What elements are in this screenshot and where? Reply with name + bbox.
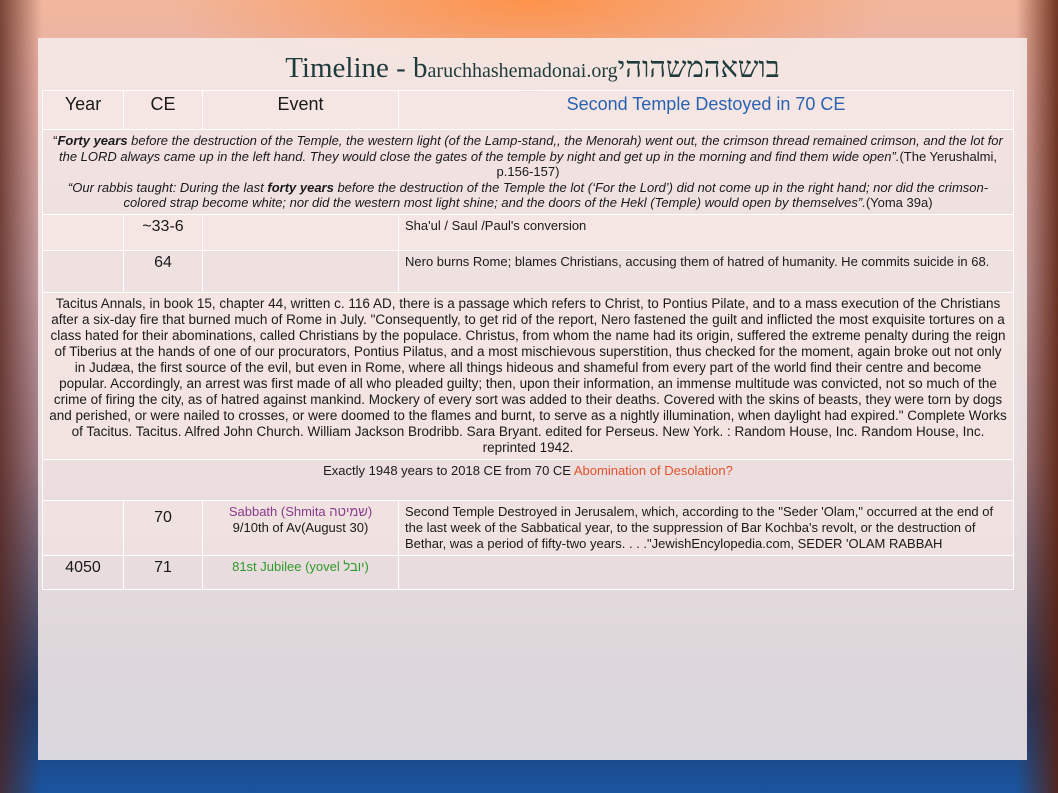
page-title	[38, 52, 1027, 85]
background-left-edge	[0, 0, 42, 793]
header-event: Event	[203, 91, 399, 130]
title-main: Timeline - b	[285, 52, 428, 84]
tacitus-row	[43, 292, 1014, 459]
event-cell: Second Temple Destroyed in Jerusalem, which, according to the "Seder 'Olam," occurred at the end of the last week of the Sabbatical year, to the suppression of Bar Kochba's revolt, or the destruction of Bethar, was a period of fifty-two years. . . ."JewishEncylopedia.com, SEDER 'OLAM RABBAH	[399, 500, 1014, 555]
empty-cell	[203, 214, 399, 250]
header-second-temple: Second Temple Destoyed in 70 CE	[399, 91, 1014, 130]
empty-cell	[399, 555, 1014, 589]
quote-cell	[43, 130, 1014, 215]
title-site: aruchhashemadonai.org	[427, 60, 618, 82]
event-cell: Sha'ul / Saul /Paul's conversion	[399, 214, 1014, 250]
jubilee-cell	[203, 555, 399, 589]
header-ce: CE	[124, 91, 203, 130]
exact-cell: Exactly 1948 years to 2018 CE from 70 CE Abomination of Desolation?	[43, 459, 1014, 500]
title-hebrew: בושאהמשהוהי	[617, 52, 780, 84]
table-row-71	[43, 555, 1014, 589]
exact-row	[43, 459, 1014, 500]
sabbath-cell	[203, 500, 399, 555]
table-row-70	[43, 500, 1014, 555]
year-cell	[43, 250, 124, 292]
event-cell: Nero burns Rome; blames Christians, accusing them of hatred of humanity. He commits suicide in 68.	[399, 250, 1014, 292]
header-year: Year	[43, 91, 124, 130]
tacitus-cell: Tacitus Annals, in book 15, chapter 44, written c. 116 AD, there is a passage which refers to Christ, to Pontius Pilate, and to a mass execution of the Christians after a six-day fire that burned much of Rome in July. "Consequently, to get rid of the report, Nero fastened the guilt and inflicted the most exquisite tortures on a class hated for their abominations, called Christians by the populace. Christus, from whom the name had its origin, suffered the extreme penalty during the reign of Tiberius at the hands of one of our procurators, Pontius Pilatus, and a most mischievous superstition, thus checked for the moment, again broke out not only in Judæa, the first source of the evil, but even in Rome, where all things hideous and shameful from every part of the world find their centre and become popular. Accordingly, an arrest was first made of all who pleaded guilty; then, upon their information, an immense multitude was convicted, not so much of the crime of firing the city, as of hatred against mankind. Mockery of every sort was added to their deaths. Covered with the skins of beasts, they were torn by dogs and perished, or were nailed to crosses, or were doomed to the flames and burnt, to serve as a nightly illumination, when daylight had expired." Complete Works of Tacitus. Tacitus. Alfred John Church. William Jackson Brodribb. Sara Bryant. edited for Perseus. New York. : Random House, Inc. Random House, Inc. reprinted 1942.	[43, 292, 1014, 459]
jubilee-text: 81st Jubilee (yovel יובל)	[232, 558, 369, 574]
year-cell	[43, 500, 124, 555]
year-cell: 4050	[43, 555, 124, 589]
quote-yerushalmi: “Forty years before the destruction of the Temple, the western light (of the Lamp-stand,, the Menorah) went out, the crimson thread remained crimson, and the lot for the LORD always came up in the left hand. They would close the gates of the temple by night and get up in the morning and find them wide open”.(The Yerushalmi, p.156-157)	[53, 133, 1003, 180]
slide-panel	[38, 38, 1027, 760]
header-row	[43, 91, 1014, 130]
quote-row	[43, 130, 1014, 215]
table-row	[43, 214, 1014, 250]
sabbath-text: Sabbath (Shmita שמיטה)	[228, 503, 373, 519]
ce-cell: ~33-6	[124, 214, 203, 250]
ce-cell: 64	[124, 250, 203, 292]
year-cell	[43, 214, 124, 250]
abomination-text: Abomination of Desolation?	[573, 462, 733, 478]
empty-cell	[203, 250, 399, 292]
timeline-table	[42, 90, 1014, 590]
table-row	[43, 250, 1014, 292]
quote-yoma: “Our rabbis taught: During the last forty years before the destruction of the Temple the lot (‘For the Lord’) did not come up in the right hand; nor did the crimson-colored strap become white; nor did the western most light shine; and the doors of the Hekl (Temple) would open by themselves”.(Yoma 39a)	[67, 179, 989, 211]
ce-cell: 70	[124, 500, 203, 555]
av-date-text: 9/10th of Av(August 30)	[232, 519, 369, 535]
ce-cell: 71	[124, 555, 203, 589]
